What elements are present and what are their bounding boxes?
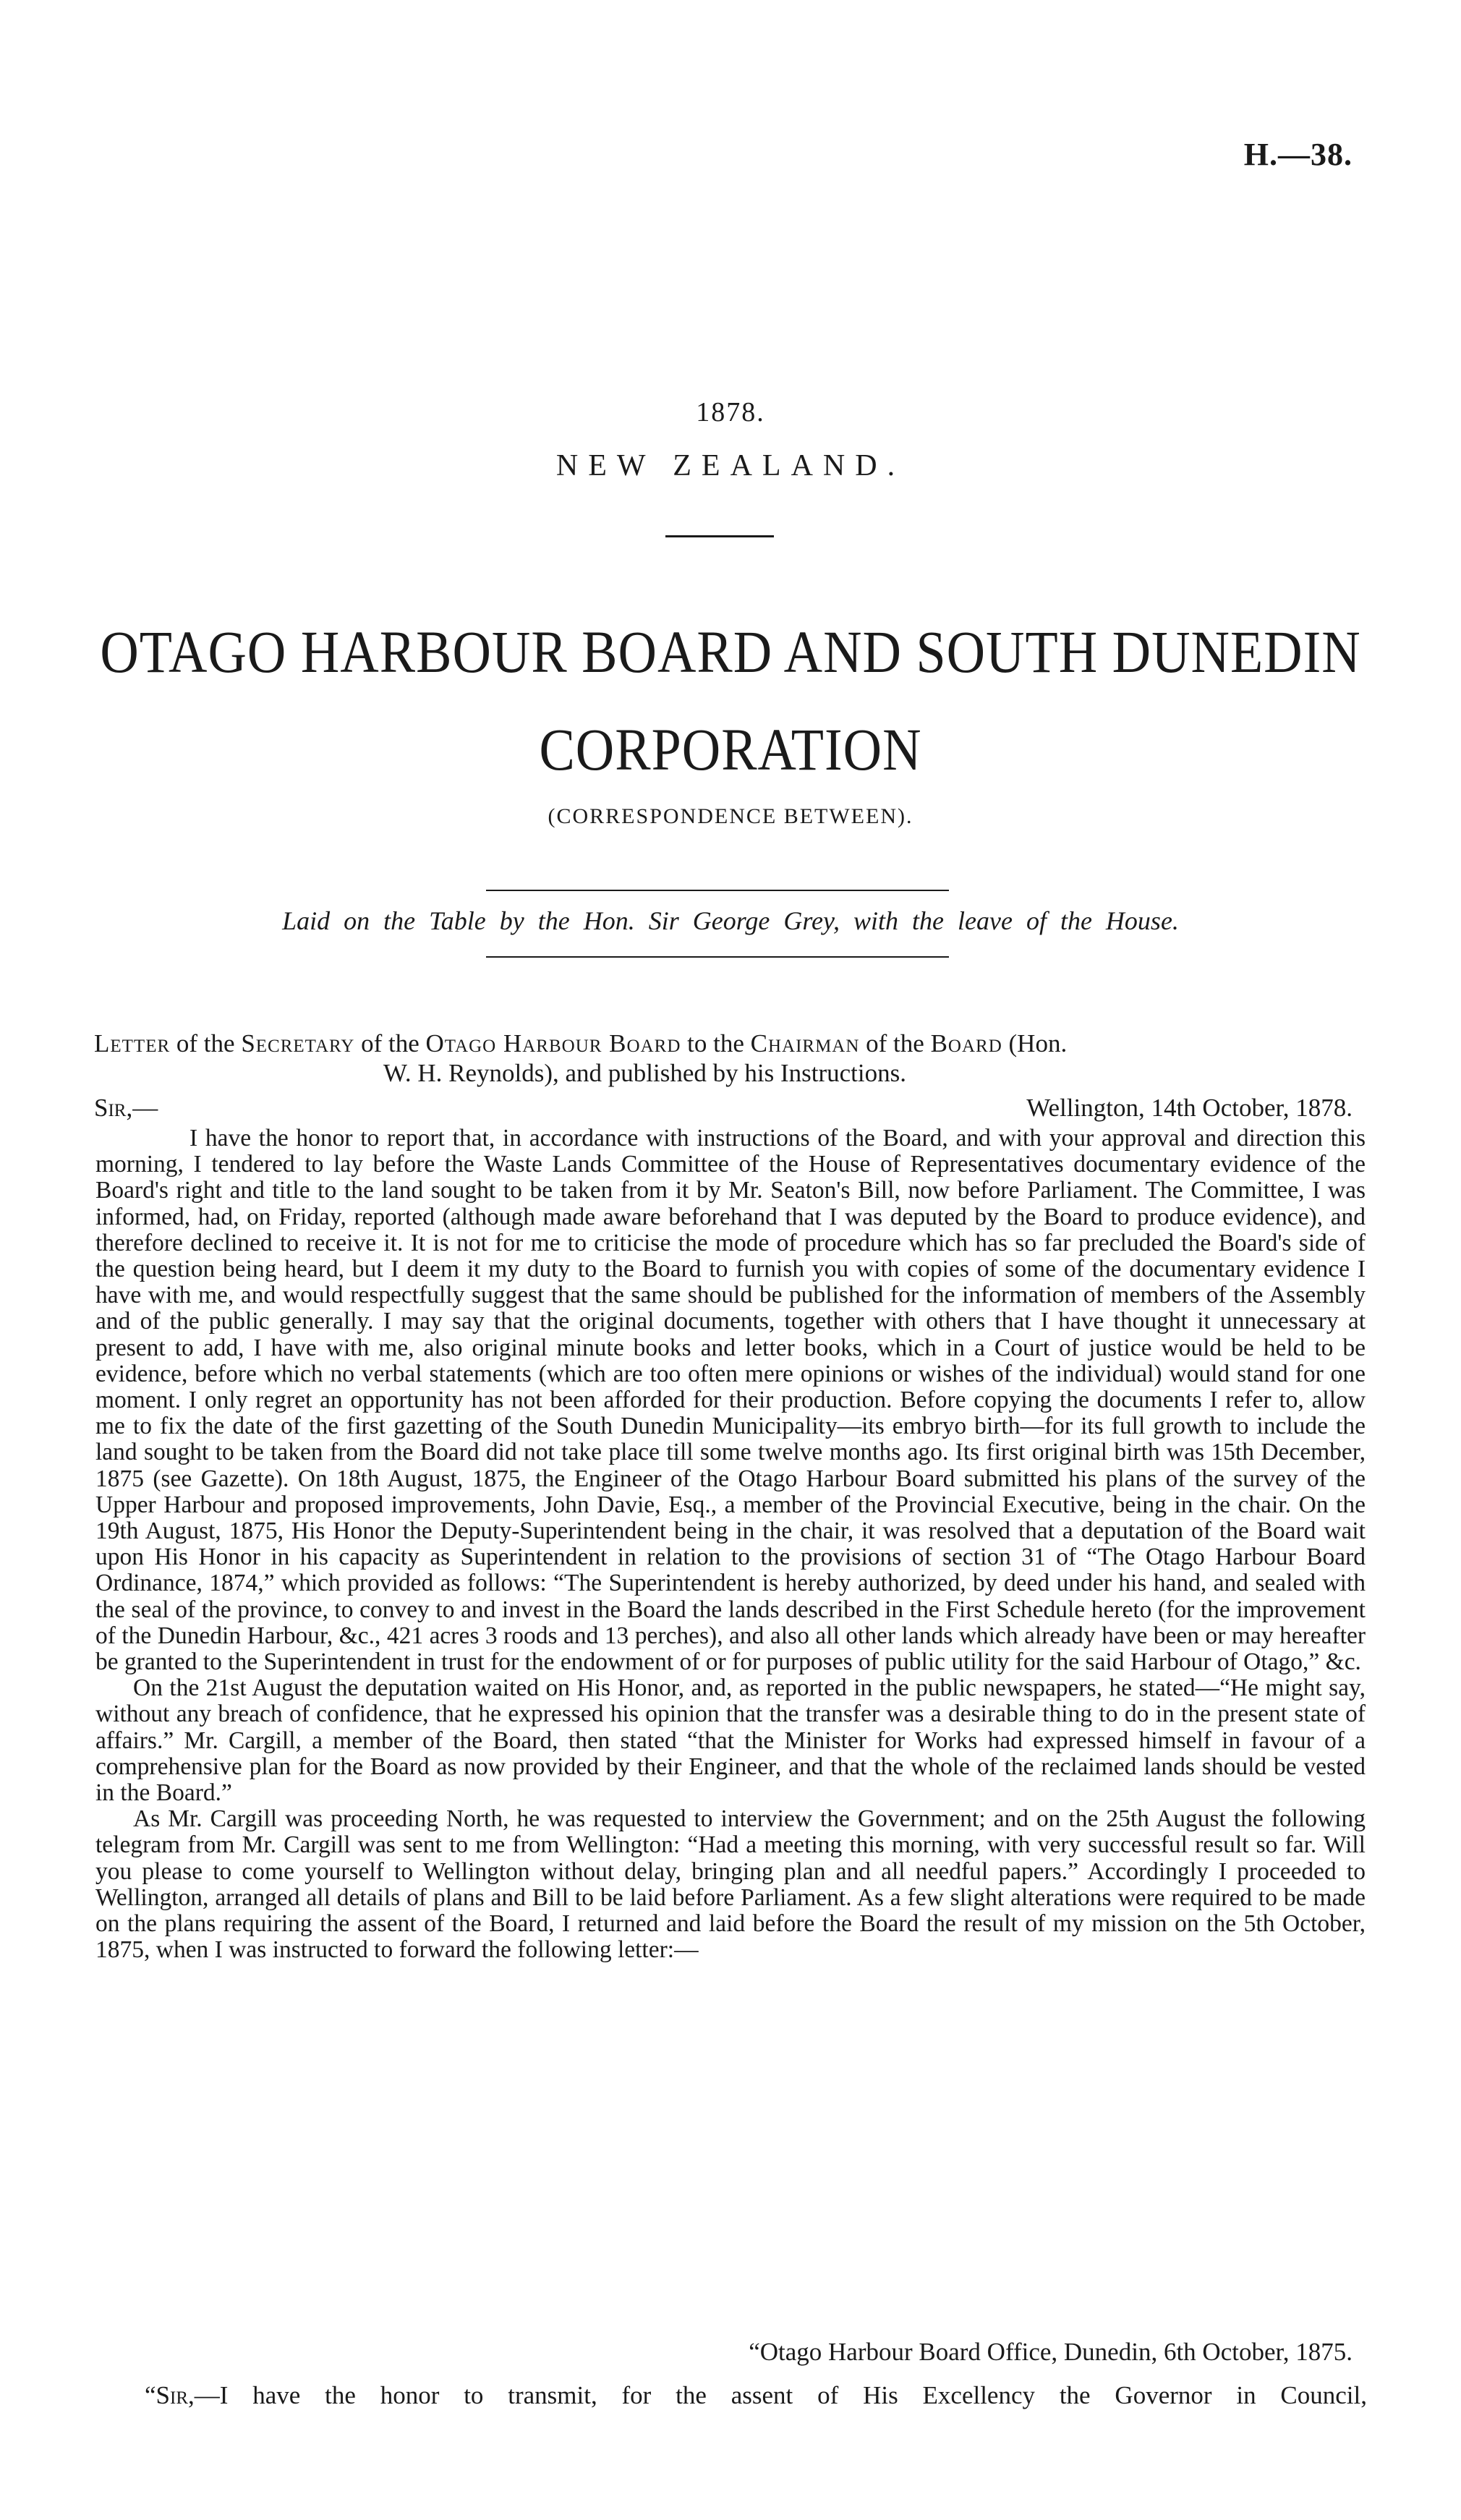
- letter-body: [95, 1125, 1366, 1964]
- heading-text: of the: [354, 1029, 426, 1057]
- heading-text: of the: [170, 1029, 242, 1057]
- body-paragraph: As Mr. Cargill was proceeding North, he was requested to interview the Government; and on the 25th August the following telegram from Mr. Cargill was sent to me from Wellington: “Had a meeting this morning, with very successful result so far. Will you please to come yourself to Wellington without delay, bringing plan and all needful papers.” Accordingly I proceeded to Wellington, arranged all details of plans and Bill to be laid before Parliament. As a few slight alterations were required to be made on the plans requiring the assent of the Board, I returned and laid before the Board the result of my mission on the 5th October, 1875, when I was instructed to forward the following letter:—: [95, 1805, 1366, 1964]
- heading-text: of the: [859, 1029, 931, 1057]
- heading-secretary: Secretary: [241, 1029, 355, 1057]
- letter-salutation: Sir,—: [94, 1094, 158, 1122]
- document-subtitle: (CORRESPONDENCE BETWEEN).: [548, 804, 913, 828]
- quoted-letter-opening: [145, 2381, 1367, 2410]
- heading-board-name: Otago Harbour Board: [425, 1029, 681, 1057]
- quoted-letter-dateline: “Otago Harbour Board Office, Dunedin, 6th October, 1875.: [749, 2338, 1353, 2366]
- quoted-text: —I have the honor to transmit, for the assent of His Excellency the Governor in Council,: [194, 2381, 1367, 2409]
- letter-heading: [94, 1029, 1367, 1059]
- laid-on-table-notice: Laid on the Table by the Hon. Sir George Grey, with the leave of the House.: [282, 906, 1179, 935]
- document-title-line-1: OTAGO HARBOUR BOARD AND SOUTH DUNEDIN: [100, 619, 1361, 686]
- body-paragraph: On the 21st August the deputation waited on His Honor, and, as reported in the public newspapers, he stated—“He might say, without any breach of confidence, that he expressed his opinion that the transfer was a desirable thing to do in the present state of affairs.” Mr. Cargill, a member of the Board, then stated “that the Minister for Works had expressed himself in favour of a comprehensive plan for the Board as now provided by their Engineer, and that the whole of the reclaimed lands should be vested in the Board.”: [95, 1674, 1366, 1807]
- letter-dateline: Wellington, 14th October, 1878.: [1026, 1094, 1353, 1122]
- heading-text: (Hon.: [1002, 1029, 1068, 1057]
- heading-text: to the: [681, 1029, 751, 1057]
- heading-letter: Letter: [94, 1029, 171, 1057]
- document-reference: H.—38.: [1243, 137, 1353, 172]
- quoted-salutation: “Sir,: [145, 2381, 195, 2409]
- divider-short: [665, 535, 774, 537]
- document-year: 1878.: [696, 397, 765, 427]
- document-country: NEW ZEALAND.: [555, 449, 906, 482]
- letter-heading-continuation: W. H. Reynolds), and published by his Instructions.: [383, 1059, 906, 1087]
- heading-board: Board: [930, 1029, 1002, 1057]
- heading-chairman: Chairman: [750, 1029, 860, 1057]
- body-paragraph: I have the honor to report that, in accordance with instructions of the Board, and with your approval and direction this morning, I tendered to lay before the Waste Lands Committee of the House of Representatives documentary evidence of the Board's right and title to the land sought to be taken from it by Mr. Seaton's Bill, now before Parliament. The Committee, I was informed, had, on Friday, reported (although made aware beforehand that I was deputed by the Board to produce evidence), and therefore declined to receive it. It is not for me to criticise the mode of procedure which has so far precluded the Board's side of the question being heard, but I deem it my duty to the Board to furnish you with copies of some of the documentary evidence I have with me, and would respectfully suggest that the same should be published for the information of members of the Assembly and of the public generally. I may say that the original documents, together with others that I have thought it unnecessary at present to add, I have with me, also original minute books and letter books, which in a Court of justice would be held to be evidence, before which no verbal statements (which are too often mere opinions or wishes of the individual) would stand for one moment. I only regret an opportunity has not been afforded for their production. Before copying the documents I refer to, allow me to fix the date of the first gazetting of the South Dunedin Municipality—its embryo birth—for its full growth to include the land sought to be taken from the Board did not take place till some twelve months ago. Its first original birth was 15th December, 1875 (see Gazette). On 18th August, 1875, the Engineer of the Otago Harbour Board submitted his plans of the survey of the Upper Harbour and proposed improvements, John Davie, Esq., a member of the Provincial Executive, being in the chair. On the 19th August, 1875, His Honor the Deputy-Superintendent being in the chair, it was resolved that a deputation of the Board wait upon His Honor in his capacity as Superintendent in relation to the provisions of section 31 of “The Otago Harbour Board Ordinance, 1874,” which provided as follows: “The Superintendent is hereby authorized, by deed under his hand, and sealed with the seal of the province, to convey to and invest in the Board the lands described in the First Schedule hereto (for the improvement of the Dunedin Harbour, &c., 421 acres 3 roods and 13 perches), and also all other lands which already have been or may hereafter be granted to the Superintendent in trust for the endowment of or for purposes of public utility for the said Harbour of Otago,” &c.: [95, 1125, 1366, 1676]
- document-title-line-2: CORPORATION: [539, 717, 922, 783]
- divider-top: [486, 890, 949, 891]
- divider-bottom: [486, 956, 949, 958]
